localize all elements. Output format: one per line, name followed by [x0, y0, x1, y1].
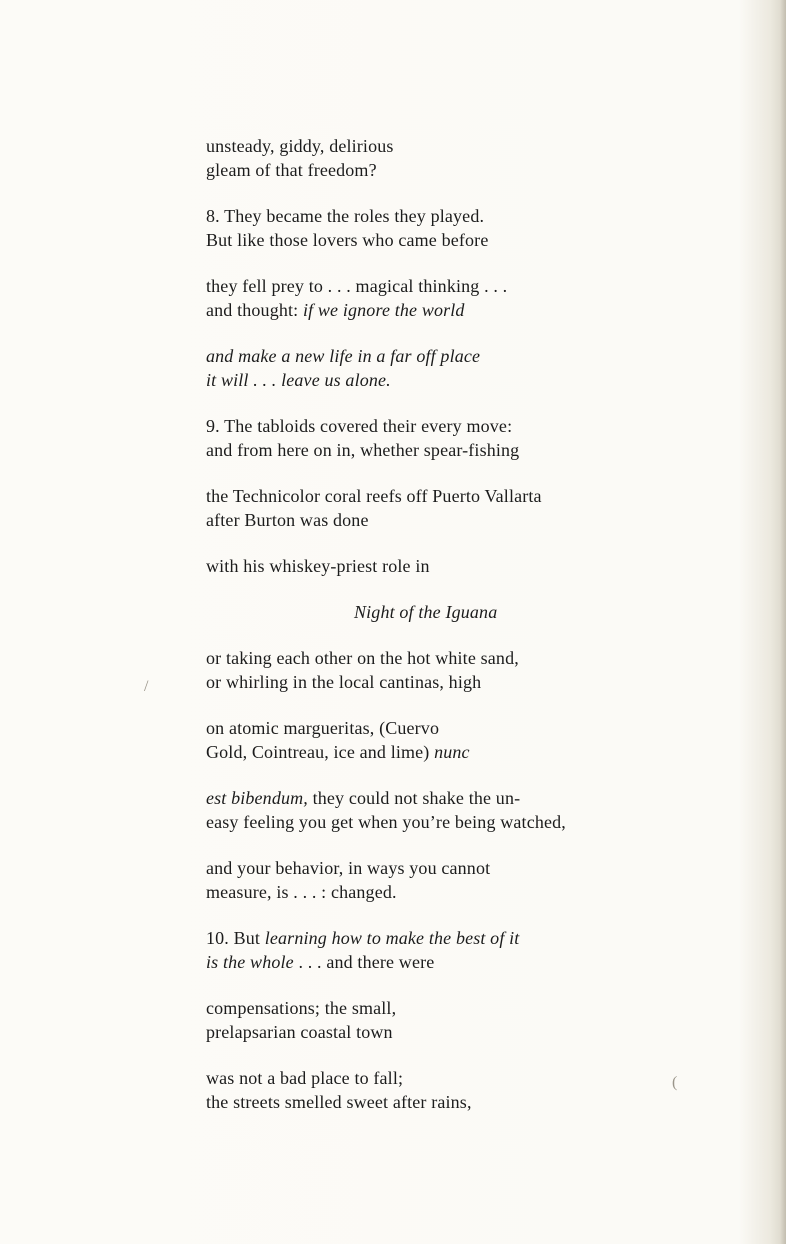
italic-text: and make a new life in a far off place [206, 346, 481, 366]
poem-line [206, 414, 566, 438]
poem-line [206, 856, 566, 880]
text-segment: or taking each other on the hot white sand, [206, 648, 519, 668]
text-segment: 8. They became the roles they played. [206, 206, 485, 226]
poem-line [206, 740, 566, 764]
poem-line [206, 484, 566, 508]
italic-text: est bibendum, [206, 788, 308, 808]
poem-line [206, 996, 566, 1020]
poem-line [206, 786, 566, 810]
italic-text: learning how to make the best of it [264, 928, 520, 948]
poem-line [206, 298, 566, 322]
text-segment: 10. But [206, 928, 265, 948]
poem-line [206, 554, 566, 578]
text-segment: and your behavior, in ways you cannot [206, 858, 491, 878]
margin-mark: / [144, 678, 149, 695]
poem-line [206, 880, 566, 904]
text-segment: compensations; the small, [206, 998, 397, 1018]
text-segment: the streets smelled sweet after rains, [206, 1092, 472, 1112]
text-segment: and thought: [206, 300, 303, 320]
text-segment: on atomic margueritas, (Cuervo [206, 718, 440, 738]
text-segment: with his whiskey-priest role in [206, 556, 430, 576]
text-segment: gleam of that freedom? [206, 160, 377, 180]
text-segment: after Burton was done [206, 510, 369, 530]
text-segment: easy feeling you get when you’re being watched, [206, 812, 566, 832]
italic-text: nunc [434, 742, 470, 762]
poem-line [206, 228, 566, 252]
poem-line [206, 1090, 566, 1114]
poem-line [206, 274, 566, 298]
poem-line [206, 344, 566, 368]
poem-line [206, 600, 566, 624]
italic-text: is the whole [206, 952, 294, 972]
poem-line [206, 950, 566, 974]
poem-line [206, 670, 566, 694]
poem-line [206, 926, 566, 950]
poem-line [206, 368, 566, 392]
text-segment: . . . and there were [293, 952, 435, 972]
italic-text: Night of the Iguana [354, 602, 498, 622]
poem-line [206, 158, 566, 182]
text-segment: unsteady, giddy, delirious [206, 136, 394, 156]
text-segment: the Technicolor coral reefs off Puerto Vallarta [206, 486, 542, 506]
poem-line [206, 646, 566, 670]
page-edge-shadow [780, 0, 786, 1244]
text-segment: 9. The tabloids covered their every move: [206, 416, 513, 436]
poem-line [206, 1066, 566, 1090]
poem-line [206, 810, 566, 834]
text-segment: Gold, Cointreau, ice and lime) [206, 742, 435, 762]
italic-text: it will . . . leave us alone. [206, 370, 391, 390]
italic-text: if we ignore the world [302, 300, 465, 320]
margin-mark: ( [672, 1074, 678, 1091]
text-segment: prelapsarian coastal town [206, 1022, 393, 1042]
poem-text [206, 134, 566, 1114]
text-segment: or whirling in the local cantinas, high [206, 672, 482, 692]
poem-line [206, 438, 566, 462]
poem-line [206, 716, 566, 740]
text-segment: and from here on in, whether spear-fishing [206, 440, 520, 460]
text-segment: they fell prey to . . . magical thinking . . . [206, 276, 508, 296]
poem-line [206, 1020, 566, 1044]
poem-line [206, 204, 566, 228]
text-segment: measure, is . . . : changed. [206, 882, 397, 902]
poem-line [206, 134, 566, 158]
text-segment: But like those lovers who came before [206, 230, 489, 250]
poem-line [206, 508, 566, 532]
text-segment: they could not shake the un- [307, 788, 521, 808]
text-segment: was not a bad place to fall; [206, 1068, 404, 1088]
